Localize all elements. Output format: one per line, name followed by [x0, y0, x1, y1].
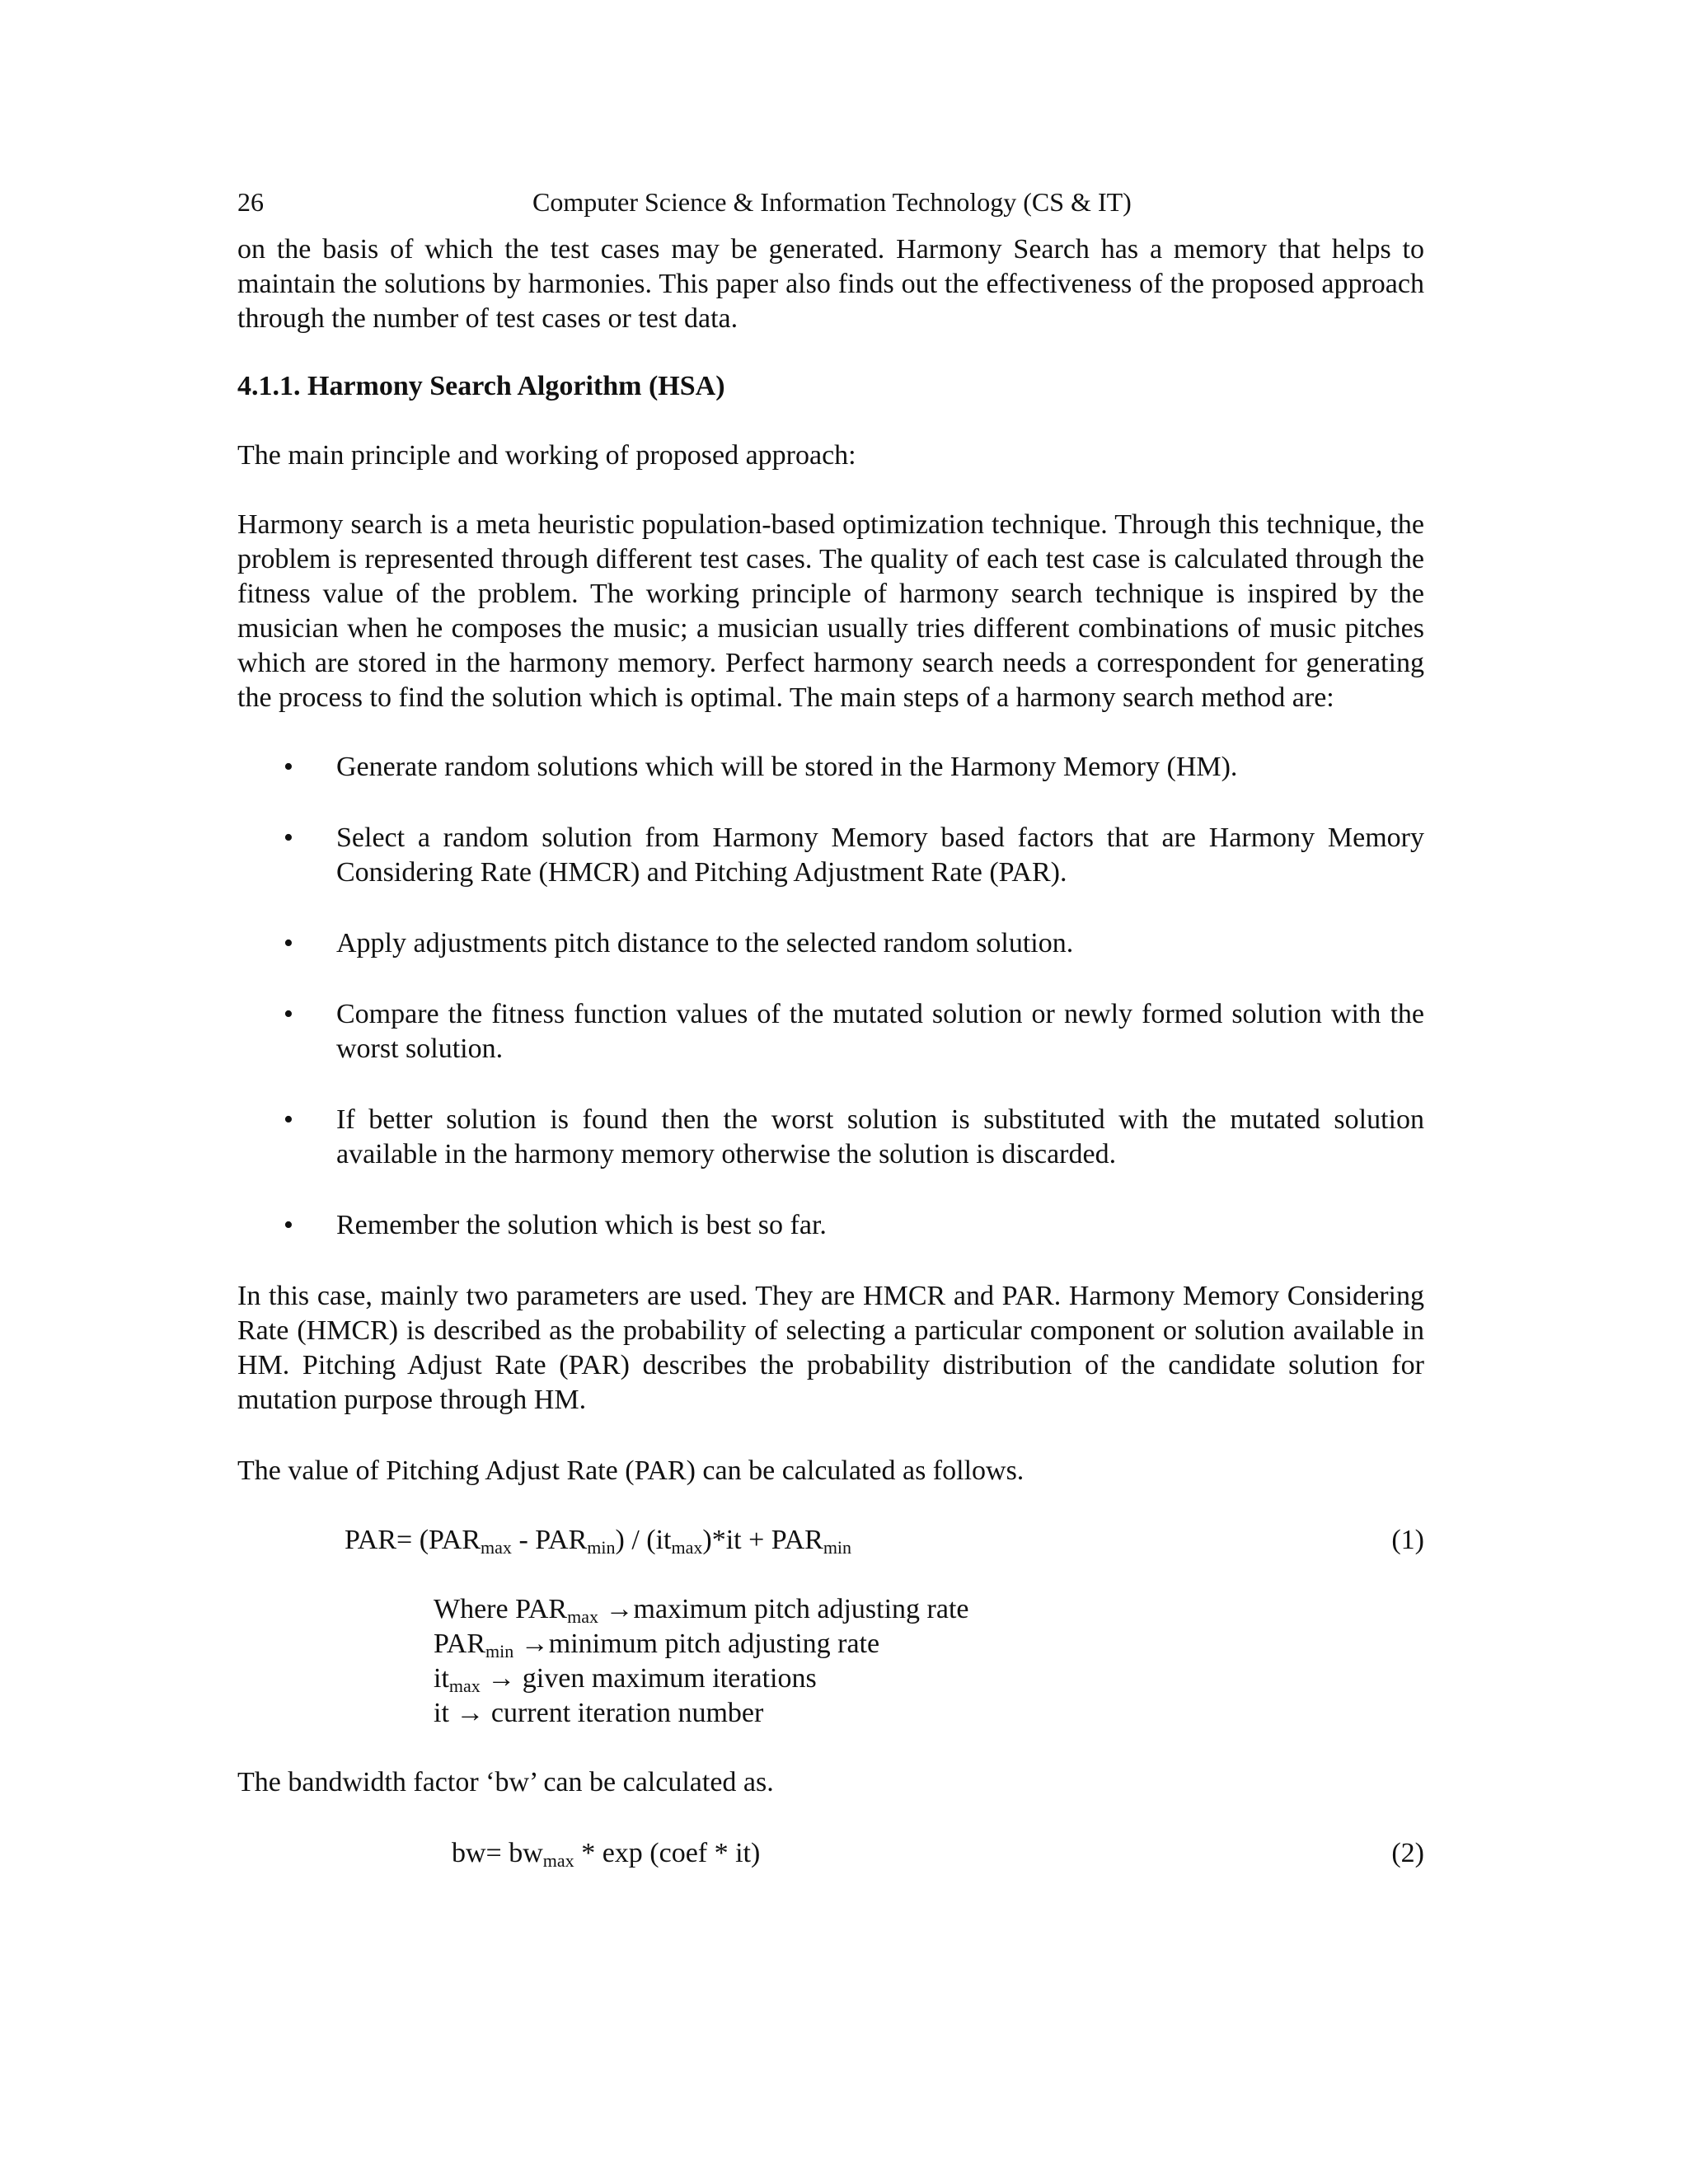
where-line-par-min: [434, 1627, 1424, 1661]
parameters-paragraph: In this case, mainly two parameters are used. They are HMCR and PAR. Harmony Memory Considering Rate (HMCR) is described as the probability of selecting a particular component or solution available in HM. Pitching Adjust Rate (PAR) describes the probability distribution of the candidate solution for mutation purpose through HM.: [237, 1281, 1424, 1415]
where-text: →minimum pitch adjusting rate: [513, 1629, 880, 1659]
bandwidth-intro-line: The bandwidth factor ‘bw’ can be calculated as.: [237, 1767, 774, 1797]
where-line-it-max: [434, 1661, 1424, 1696]
step-text: Generate random solutions which will be stored in the Harmony Memory (HM).: [336, 752, 1238, 782]
bullet-icon: •: [284, 1104, 293, 1135]
principle-line: The main principle and working of proposed approach:: [237, 440, 856, 471]
eq2-part: * exp (coef * it): [574, 1838, 761, 1868]
equation-1-body: [345, 1523, 851, 1558]
where-text: → given maximum iterations: [480, 1663, 817, 1694]
step-text: Remember the solution which is best so far.: [336, 1210, 827, 1240]
bullet-icon: •: [284, 928, 293, 958]
par-intro-line: The value of Pitching Adjust Rate (PAR) can be calculated as follows.: [237, 1455, 1025, 1486]
equation-2-number: (2): [1391, 1838, 1424, 1868]
list-item: [237, 1208, 1424, 1243]
journal-title: Computer Science & Information Technology (CS & IT): [532, 187, 1132, 217]
document-page: [237, 183, 1424, 1871]
list-item: [237, 1103, 1424, 1172]
eq1-part: )*it + PAR: [702, 1525, 823, 1555]
where-definitions: [237, 1592, 1424, 1731]
bullet-icon: •: [284, 823, 293, 853]
eq1-part: ) / (it: [615, 1525, 672, 1555]
equation-2-body: [452, 1836, 760, 1871]
intro-paragraph: on the basis of which the test cases may be generated. Harmony Search has a memory that helps to maintain the solutions by harmonies. This paper also finds out the effectiveness of the proposed approach through the number of test cases or test data.: [237, 234, 1424, 334]
bullet-icon: •: [284, 1210, 293, 1240]
where-sub: max: [448, 1675, 481, 1696]
bullet-icon: •: [284, 999, 293, 1029]
equation-2: [237, 1836, 1424, 1871]
eq1-sub: max: [481, 1537, 512, 1558]
list-item: [237, 997, 1424, 1066]
steps-list: [237, 750, 1424, 1243]
eq2-part: bw= bw: [452, 1838, 543, 1868]
step-text: Compare the fitness function values of the mutated solution or newly formed solution with the worst solution.: [336, 999, 1424, 1064]
where-line-it: it → current iteration number: [434, 1698, 764, 1728]
eq1-sub: min: [823, 1537, 852, 1558]
eq2-sub: max: [542, 1850, 574, 1871]
page-number: 26: [237, 187, 264, 217]
list-item: [237, 750, 1424, 785]
where-text: PAR: [434, 1629, 486, 1659]
step-text: If better solution is found then the worst solution is substituted with the mutated solution available in the harmony memory otherwise the solution is discarded.: [336, 1104, 1424, 1169]
harmony-search-paragraph: Harmony search is a meta heuristic population-based optimization technique. Through this technique, the problem is represented through different test cases. The quality of each test case is calculated through the fitness value of the problem. The working principle of harmony search technique is inspired by the musician when he composes the music; a musician usually tries different combinations of music pitches which are stored in the harmony memory. Perfect harmony search needs a correspondent for generating the process to find the solution which is optimal. The main steps of a harmony search method are:: [237, 509, 1424, 713]
equation-1: [237, 1523, 1424, 1558]
where-sub: min: [485, 1641, 514, 1661]
step-text: Apply adjustments pitch distance to the selected random solution.: [336, 928, 1074, 958]
section-heading: 4.1.1. Harmony Search Algorithm (HSA): [237, 371, 725, 401]
list-item: [237, 821, 1424, 890]
equation-1-number: (1): [1391, 1525, 1424, 1555]
eq1-part: - PAR: [511, 1525, 588, 1555]
running-head: [237, 183, 1424, 221]
eq1-sub: max: [671, 1537, 703, 1558]
where-line-par-max: [434, 1592, 1424, 1627]
eq1-sub: min: [587, 1537, 616, 1558]
bullet-icon: •: [284, 752, 293, 782]
where-text: it: [434, 1663, 449, 1694]
where-text: Where PAR: [434, 1594, 568, 1624]
where-text: →maximum pitch adjusting rate: [598, 1594, 969, 1624]
list-item: [237, 926, 1424, 961]
step-text: Select a random solution from Harmony Memory based factors that are Harmony Memory Considering Rate (HMCR) and Pitching Adjustment Rate (PAR).: [336, 823, 1424, 888]
eq1-part: PAR= (PAR: [345, 1525, 481, 1555]
where-sub: max: [567, 1606, 599, 1627]
